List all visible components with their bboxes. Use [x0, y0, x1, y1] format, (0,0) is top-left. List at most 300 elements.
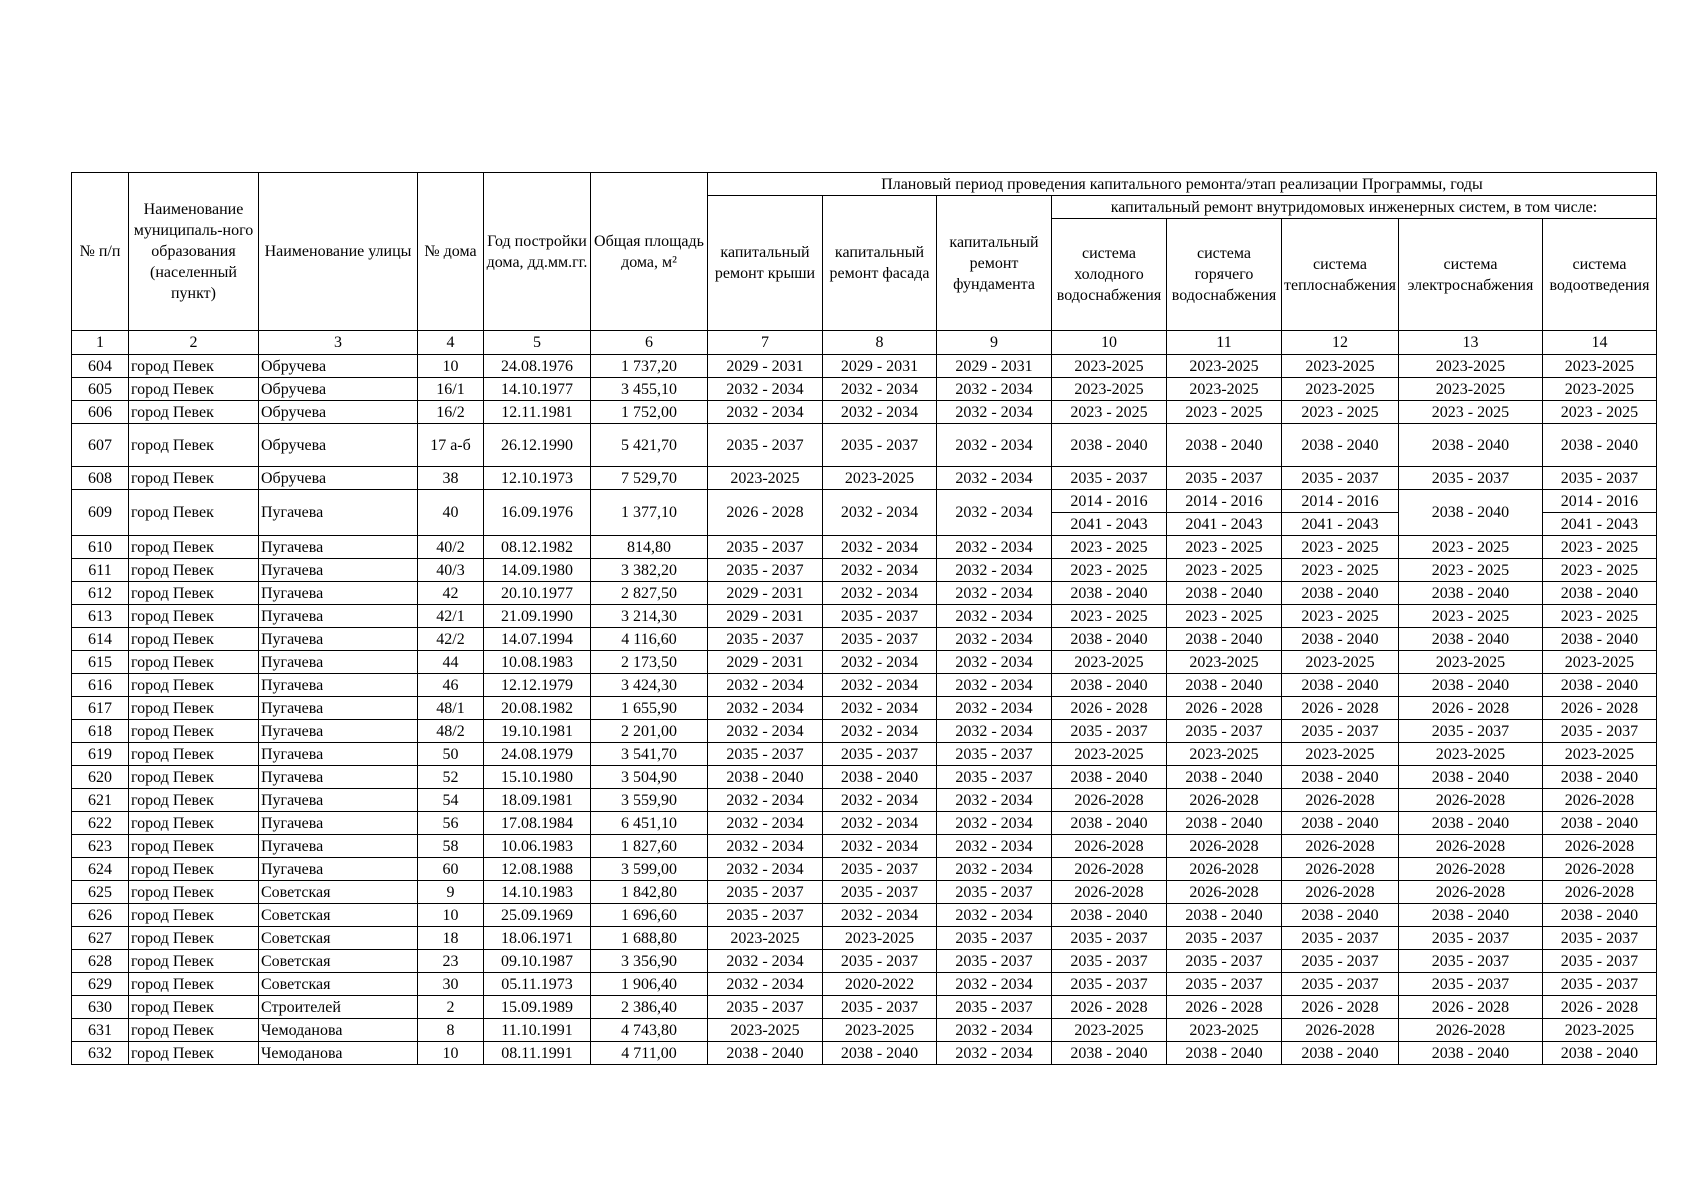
facade-period-cell: 2032 - 2034 — [823, 720, 937, 743]
roof-period-cell: 2032 - 2034 — [708, 812, 823, 835]
municipality-cell: город Певек — [129, 1042, 259, 1065]
roof-period-cell: 2038 - 2040 — [708, 766, 823, 789]
street-cell: Обручева — [259, 401, 418, 424]
header-facade-repair: капитальный ремонт фасада — [823, 196, 937, 331]
heat-period-cell: 2035 - 2037 — [1282, 950, 1399, 973]
electric-period-cell: 2038 - 2040 — [1398, 424, 1542, 467]
column-number: 12 — [1282, 331, 1399, 355]
foundation-period-cell: 2035 - 2037 — [937, 881, 1052, 904]
hot-water-period-cell: 2035 - 2037 — [1167, 927, 1282, 950]
build-date-cell: 05.11.1973 — [484, 973, 591, 996]
area-cell: 1 737,20 — [591, 355, 708, 378]
heat-period-cell: 2026-2028 — [1282, 881, 1399, 904]
hot-water-period-cell: 2023-2025 — [1167, 743, 1282, 766]
roof-period-cell: 2032 - 2034 — [708, 720, 823, 743]
cold-water-period-cell: 2026-2028 — [1052, 858, 1167, 881]
heat-period-cell: 2023 - 2025 — [1282, 401, 1399, 424]
foundation-period-cell: 2035 - 2037 — [937, 950, 1052, 973]
area-cell: 4 743,80 — [591, 1019, 708, 1042]
hot-water-period-cell: 2023-2025 — [1167, 1019, 1282, 1042]
foundation-period-cell: 2035 - 2037 — [937, 766, 1052, 789]
sewer-period-cell: 2023-2025 — [1542, 1019, 1656, 1042]
street-cell: Пугачева — [259, 651, 418, 674]
street-cell: Пугачева — [259, 605, 418, 628]
column-number: 13 — [1398, 331, 1542, 355]
area-cell: 2 201,00 — [591, 720, 708, 743]
street-cell: Пугачева — [259, 720, 418, 743]
cold-water-period-cell: 2038 - 2040 — [1052, 424, 1167, 467]
build-date-cell: 09.10.1987 — [484, 950, 591, 973]
cold-water-period-cell: 2035 - 2037 — [1052, 927, 1167, 950]
row-number: 605 — [72, 378, 129, 401]
hot-water-period-cell: 2035 - 2037 — [1167, 467, 1282, 490]
municipality-cell: город Певек — [129, 835, 259, 858]
facade-period-cell: 2032 - 2034 — [823, 582, 937, 605]
area-cell: 5 421,70 — [591, 424, 708, 467]
column-number: 4 — [418, 331, 484, 355]
electric-period-cell: 2023 - 2025 — [1398, 401, 1542, 424]
table-row — [72, 582, 1657, 605]
area-cell: 1 827,60 — [591, 835, 708, 858]
roof-period-cell: 2032 - 2034 — [708, 401, 823, 424]
build-date-cell: 14.10.1977 — [484, 378, 591, 401]
hot-water-period-cell: 2014 - 2016 — [1167, 490, 1282, 513]
foundation-period-cell: 2032 - 2034 — [937, 812, 1052, 835]
row-number: 615 — [72, 651, 129, 674]
house-number-cell: 8 — [418, 1019, 484, 1042]
sewer-period-cell: 2023-2025 — [1542, 743, 1656, 766]
municipality-cell: город Певек — [129, 401, 259, 424]
roof-period-cell: 2032 - 2034 — [708, 697, 823, 720]
house-number-cell: 10 — [418, 355, 484, 378]
facade-period-cell: 2032 - 2034 — [823, 904, 937, 927]
hot-water-period-cell: 2038 - 2040 — [1167, 766, 1282, 789]
facade-period-cell: 2032 - 2034 — [823, 674, 937, 697]
foundation-period-cell: 2035 - 2037 — [937, 996, 1052, 1019]
build-date-cell: 20.08.1982 — [484, 697, 591, 720]
street-cell: Пугачева — [259, 835, 418, 858]
hot-water-period-cell: 2035 - 2037 — [1167, 973, 1282, 996]
header-hot-water: система горячего водоснабжения — [1167, 219, 1282, 331]
roof-period-cell: 2032 - 2034 — [708, 950, 823, 973]
sewer-period-cell: 2026-2028 — [1542, 881, 1656, 904]
area-cell: 3 424,30 — [591, 674, 708, 697]
column-number: 10 — [1052, 331, 1167, 355]
sewer-period-cell: 2026-2028 — [1542, 858, 1656, 881]
street-cell: Советская — [259, 950, 418, 973]
row-number: 606 — [72, 401, 129, 424]
roof-period-cell: 2035 - 2037 — [708, 559, 823, 582]
area-cell: 3 382,20 — [591, 559, 708, 582]
column-number: 11 — [1167, 331, 1282, 355]
header-street: Наименование улицы — [259, 173, 418, 331]
foundation-period-cell: 2032 - 2034 — [937, 904, 1052, 927]
house-number-cell: 18 — [418, 927, 484, 950]
area-cell: 3 356,90 — [591, 950, 708, 973]
build-date-cell: 21.09.1990 — [484, 605, 591, 628]
heat-period-cell: 2038 - 2040 — [1282, 1042, 1399, 1065]
street-cell: Чемоданова — [259, 1019, 418, 1042]
street-cell: Пугачева — [259, 858, 418, 881]
hot-water-period-cell: 2026-2028 — [1167, 835, 1282, 858]
hot-water-period-cell: 2038 - 2040 — [1167, 674, 1282, 697]
hot-water-period-cell: 2026-2028 — [1167, 858, 1282, 881]
municipality-cell: город Певек — [129, 743, 259, 766]
house-number-cell: 48/2 — [418, 720, 484, 743]
build-date-cell: 16.09.1976 — [484, 490, 591, 536]
foundation-period-cell: 2032 - 2034 — [937, 789, 1052, 812]
municipality-cell: город Певек — [129, 812, 259, 835]
build-date-cell: 26.12.1990 — [484, 424, 591, 467]
header-engineering-systems: капитальный ремонт внутридомовых инженерных систем, в том числе: — [1052, 196, 1657, 219]
header-municipality: Наименование муниципаль-ного образования (населенный пункт) — [129, 173, 259, 331]
build-date-cell: 12.10.1973 — [484, 467, 591, 490]
house-number-cell: 40/2 — [418, 536, 484, 559]
facade-period-cell: 2032 - 2034 — [823, 559, 937, 582]
municipality-cell: город Певек — [129, 950, 259, 973]
cold-water-period-cell: 2023-2025 — [1052, 743, 1167, 766]
roof-period-cell: 2035 - 2037 — [708, 424, 823, 467]
row-number: 621 — [72, 789, 129, 812]
area-cell: 1 377,10 — [591, 490, 708, 536]
table-row — [72, 559, 1657, 582]
column-number: 6 — [591, 331, 708, 355]
house-number-cell: 2 — [418, 996, 484, 1019]
area-cell: 6 451,10 — [591, 812, 708, 835]
heat-period-cell: 2026 - 2028 — [1282, 996, 1399, 1019]
header-total-area: Общая площадь дома, м² — [591, 173, 708, 331]
row-number: 609 — [72, 490, 129, 536]
electric-period-cell: 2023-2025 — [1398, 378, 1542, 401]
build-date-cell: 20.10.1977 — [484, 582, 591, 605]
cold-water-period-cell: 2038 - 2040 — [1052, 812, 1167, 835]
area-cell: 2 827,50 — [591, 582, 708, 605]
roof-period-cell: 2032 - 2034 — [708, 973, 823, 996]
electric-period-cell: 2038 - 2040 — [1398, 904, 1542, 927]
row-number: 632 — [72, 1042, 129, 1065]
hot-water-period-cell: 2038 - 2040 — [1167, 628, 1282, 651]
facade-period-cell: 2032 - 2034 — [823, 651, 937, 674]
hot-water-period-cell: 2023 - 2025 — [1167, 401, 1282, 424]
build-date-cell: 10.06.1983 — [484, 835, 591, 858]
facade-period-cell: 2023-2025 — [823, 467, 937, 490]
cold-water-period-cell: 2038 - 2040 — [1052, 766, 1167, 789]
facade-period-cell: 2023-2025 — [823, 1019, 937, 1042]
electric-period-cell: 2038 - 2040 — [1398, 812, 1542, 835]
foundation-period-cell: 2032 - 2034 — [937, 401, 1052, 424]
facade-period-cell: 2038 - 2040 — [823, 1042, 937, 1065]
street-cell: Советская — [259, 927, 418, 950]
heat-period-cell: 2038 - 2040 — [1282, 582, 1399, 605]
sewer-period-cell: 2035 - 2037 — [1542, 973, 1656, 996]
electric-period-cell: 2038 - 2040 — [1398, 490, 1542, 536]
row-number: 617 — [72, 697, 129, 720]
table-row — [72, 697, 1657, 720]
cold-water-period-cell: 2023-2025 — [1052, 1019, 1167, 1042]
row-number: 611 — [72, 559, 129, 582]
sewer-period-cell: 2035 - 2037 — [1542, 467, 1656, 490]
facade-period-cell: 2032 - 2034 — [823, 536, 937, 559]
row-number: 618 — [72, 720, 129, 743]
row-number: 610 — [72, 536, 129, 559]
table-body — [72, 355, 1657, 1065]
sewer-period-cell: 2038 - 2040 — [1542, 812, 1656, 835]
sewer-period-cell: 2035 - 2037 — [1542, 927, 1656, 950]
table-row — [72, 927, 1657, 950]
municipality-cell: город Певек — [129, 628, 259, 651]
heat-period-cell: 2038 - 2040 — [1282, 766, 1399, 789]
heat-period-cell: 2023 - 2025 — [1282, 559, 1399, 582]
column-number: 14 — [1542, 331, 1656, 355]
hot-water-period-cell: 2026 - 2028 — [1167, 697, 1282, 720]
facade-period-cell: 2032 - 2034 — [823, 697, 937, 720]
cold-water-period-cell: 2038 - 2040 — [1052, 674, 1167, 697]
electric-period-cell: 2026 - 2028 — [1398, 996, 1542, 1019]
table-row — [72, 950, 1657, 973]
street-cell: Обручева — [259, 467, 418, 490]
area-cell: 3 541,70 — [591, 743, 708, 766]
roof-period-cell: 2035 - 2037 — [708, 743, 823, 766]
build-date-cell: 25.09.1969 — [484, 904, 591, 927]
sewer-period-cell: 2023-2025 — [1542, 355, 1656, 378]
column-number: 2 — [129, 331, 259, 355]
build-date-cell: 08.11.1991 — [484, 1042, 591, 1065]
electric-period-cell: 2035 - 2037 — [1398, 720, 1542, 743]
municipality-cell: город Певек — [129, 467, 259, 490]
electric-period-cell: 2035 - 2037 — [1398, 950, 1542, 973]
row-number: 630 — [72, 996, 129, 1019]
facade-period-cell: 2032 - 2034 — [823, 401, 937, 424]
roof-period-cell: 2023-2025 — [708, 467, 823, 490]
sewer-period-cell: 2026 - 2028 — [1542, 996, 1656, 1019]
foundation-period-cell: 2035 - 2037 — [937, 743, 1052, 766]
house-number-cell: 40 — [418, 490, 484, 536]
table-row — [72, 858, 1657, 881]
roof-period-cell: 2029 - 2031 — [708, 651, 823, 674]
facade-period-cell: 2035 - 2037 — [823, 858, 937, 881]
roof-period-cell: 2026 - 2028 — [708, 490, 823, 536]
sewer-period-cell: 2041 - 2043 — [1542, 513, 1656, 536]
electric-period-cell: 2023 - 2025 — [1398, 559, 1542, 582]
area-cell: 3 559,90 — [591, 789, 708, 812]
sewer-period-cell: 2038 - 2040 — [1542, 1042, 1656, 1065]
municipality-cell: город Певек — [129, 881, 259, 904]
column-number: 9 — [937, 331, 1052, 355]
hot-water-period-cell: 2026-2028 — [1167, 881, 1282, 904]
cold-water-period-cell: 2023-2025 — [1052, 378, 1167, 401]
electric-period-cell: 2038 - 2040 — [1398, 1042, 1542, 1065]
cold-water-period-cell: 2038 - 2040 — [1052, 628, 1167, 651]
roof-period-cell: 2035 - 2037 — [708, 881, 823, 904]
facade-period-cell: 2035 - 2037 — [823, 628, 937, 651]
facade-period-cell: 2035 - 2037 — [823, 743, 937, 766]
area-cell: 1 696,60 — [591, 904, 708, 927]
table-row — [72, 1019, 1657, 1042]
heat-period-cell: 2038 - 2040 — [1282, 812, 1399, 835]
heat-period-cell: 2038 - 2040 — [1282, 628, 1399, 651]
area-cell: 3 455,10 — [591, 378, 708, 401]
row-number: 628 — [72, 950, 129, 973]
sewer-period-cell: 2023 - 2025 — [1542, 536, 1656, 559]
table-header — [72, 173, 1657, 355]
house-number-cell: 10 — [418, 1042, 484, 1065]
table-row — [72, 490, 1657, 513]
row-number: 612 — [72, 582, 129, 605]
facade-period-cell: 2032 - 2034 — [823, 835, 937, 858]
table-row — [72, 720, 1657, 743]
table-row — [72, 355, 1657, 378]
municipality-cell: город Певек — [129, 582, 259, 605]
build-date-cell: 19.10.1981 — [484, 720, 591, 743]
municipality-cell: город Певек — [129, 378, 259, 401]
facade-period-cell: 2035 - 2037 — [823, 424, 937, 467]
row-number: 616 — [72, 674, 129, 697]
cold-water-period-cell: 2026-2028 — [1052, 835, 1167, 858]
cold-water-period-cell: 2038 - 2040 — [1052, 582, 1167, 605]
facade-period-cell: 2035 - 2037 — [823, 605, 937, 628]
cold-water-period-cell: 2026-2028 — [1052, 789, 1167, 812]
house-number-cell: 42 — [418, 582, 484, 605]
hot-water-period-cell: 2026-2028 — [1167, 789, 1282, 812]
house-number-cell: 48/1 — [418, 697, 484, 720]
municipality-cell: город Певек — [129, 904, 259, 927]
foundation-period-cell: 2032 - 2034 — [937, 651, 1052, 674]
electric-period-cell: 2038 - 2040 — [1398, 582, 1542, 605]
roof-period-cell: 2035 - 2037 — [708, 536, 823, 559]
sewer-period-cell: 2023 - 2025 — [1542, 401, 1656, 424]
electric-period-cell: 2026-2028 — [1398, 858, 1542, 881]
electric-period-cell: 2038 - 2040 — [1398, 766, 1542, 789]
sewer-period-cell: 2038 - 2040 — [1542, 674, 1656, 697]
row-number: 625 — [72, 881, 129, 904]
house-number-cell: 58 — [418, 835, 484, 858]
facade-period-cell: 2029 - 2031 — [823, 355, 937, 378]
build-date-cell: 14.09.1980 — [484, 559, 591, 582]
foundation-period-cell: 2032 - 2034 — [937, 674, 1052, 697]
municipality-cell: город Певек — [129, 996, 259, 1019]
table-row — [72, 467, 1657, 490]
column-number-row — [72, 331, 1657, 355]
table-row — [72, 401, 1657, 424]
table-row — [72, 651, 1657, 674]
area-cell: 814,80 — [591, 536, 708, 559]
house-number-cell: 42/2 — [418, 628, 484, 651]
roof-period-cell: 2023-2025 — [708, 927, 823, 950]
hot-water-period-cell: 2023 - 2025 — [1167, 559, 1282, 582]
facade-period-cell: 2032 - 2034 — [823, 812, 937, 835]
street-cell: Обручева — [259, 424, 418, 467]
column-number: 3 — [259, 331, 418, 355]
roof-period-cell: 2032 - 2034 — [708, 378, 823, 401]
cold-water-period-cell: 2035 - 2037 — [1052, 950, 1167, 973]
foundation-period-cell: 2032 - 2034 — [937, 582, 1052, 605]
build-date-cell: 12.12.1979 — [484, 674, 591, 697]
heat-period-cell: 2038 - 2040 — [1282, 674, 1399, 697]
header-roof-repair: капитальный ремонт крыши — [708, 196, 823, 331]
facade-period-cell: 2038 - 2040 — [823, 766, 937, 789]
house-number-cell: 30 — [418, 973, 484, 996]
heat-period-cell: 2026-2028 — [1282, 1019, 1399, 1042]
column-number: 1 — [72, 331, 129, 355]
cold-water-period-cell: 2023 - 2025 — [1052, 559, 1167, 582]
electric-period-cell: 2026-2028 — [1398, 835, 1542, 858]
foundation-period-cell: 2032 - 2034 — [937, 490, 1052, 536]
electric-period-cell: 2026 - 2028 — [1398, 697, 1542, 720]
municipality-cell: город Певек — [129, 1019, 259, 1042]
hot-water-period-cell: 2026 - 2028 — [1167, 996, 1282, 1019]
municipality-cell: город Певек — [129, 927, 259, 950]
roof-period-cell: 2023-2025 — [708, 1019, 823, 1042]
sewer-period-cell: 2026-2028 — [1542, 835, 1656, 858]
municipality-cell: город Певек — [129, 355, 259, 378]
table-row — [72, 1042, 1657, 1065]
sewer-period-cell: 2038 - 2040 — [1542, 424, 1656, 467]
sewer-period-cell: 2038 - 2040 — [1542, 628, 1656, 651]
house-number-cell: 54 — [418, 789, 484, 812]
column-number: 5 — [484, 331, 591, 355]
table-row — [72, 996, 1657, 1019]
house-number-cell: 52 — [418, 766, 484, 789]
municipality-cell: город Певек — [129, 651, 259, 674]
street-cell: Пугачева — [259, 582, 418, 605]
cold-water-period-cell: 2026-2028 — [1052, 881, 1167, 904]
table-row — [72, 424, 1657, 467]
foundation-period-cell: 2032 - 2034 — [937, 697, 1052, 720]
area-cell: 4 116,60 — [591, 628, 708, 651]
table-row — [72, 674, 1657, 697]
heat-period-cell: 2023 - 2025 — [1282, 536, 1399, 559]
electric-period-cell: 2026-2028 — [1398, 881, 1542, 904]
house-number-cell: 44 — [418, 651, 484, 674]
municipality-cell: город Певек — [129, 674, 259, 697]
hot-water-period-cell: 2038 - 2040 — [1167, 582, 1282, 605]
build-date-cell: 15.10.1980 — [484, 766, 591, 789]
street-cell: Пугачева — [259, 743, 418, 766]
house-number-cell: 9 — [418, 881, 484, 904]
electric-period-cell: 2023-2025 — [1398, 743, 1542, 766]
roof-period-cell: 2035 - 2037 — [708, 904, 823, 927]
cold-water-period-cell: 2023 - 2025 — [1052, 605, 1167, 628]
header-electric-supply: система электроснабжения — [1398, 219, 1542, 331]
house-number-cell: 17 а-б — [418, 424, 484, 467]
table-row — [72, 881, 1657, 904]
header-heat-supply: система теплоснабжения — [1282, 219, 1399, 331]
sewer-period-cell: 2023-2025 — [1542, 651, 1656, 674]
street-cell: Пугачева — [259, 697, 418, 720]
capital-repair-table — [71, 172, 1657, 1065]
cold-water-period-cell: 2026 - 2028 — [1052, 996, 1167, 1019]
hot-water-period-cell: 2023 - 2025 — [1167, 605, 1282, 628]
street-cell: Пугачева — [259, 490, 418, 536]
area-cell: 7 529,70 — [591, 467, 708, 490]
municipality-cell: город Певек — [129, 858, 259, 881]
street-cell: Обручева — [259, 378, 418, 401]
header-cold-water: система холодного водоснабжения — [1052, 219, 1167, 331]
electric-period-cell: 2038 - 2040 — [1398, 628, 1542, 651]
roof-period-cell: 2029 - 2031 — [708, 582, 823, 605]
cold-water-period-cell: 2035 - 2037 — [1052, 720, 1167, 743]
foundation-period-cell: 2032 - 2034 — [937, 559, 1052, 582]
heat-period-cell: 2023-2025 — [1282, 355, 1399, 378]
street-cell: Пугачева — [259, 559, 418, 582]
row-number: 620 — [72, 766, 129, 789]
build-date-cell: 14.10.1983 — [484, 881, 591, 904]
heat-period-cell: 2023-2025 — [1282, 651, 1399, 674]
sewer-period-cell: 2026 - 2028 — [1542, 697, 1656, 720]
street-cell: Обручева — [259, 355, 418, 378]
electric-period-cell: 2023-2025 — [1398, 651, 1542, 674]
heat-period-cell: 2014 - 2016 — [1282, 490, 1399, 513]
